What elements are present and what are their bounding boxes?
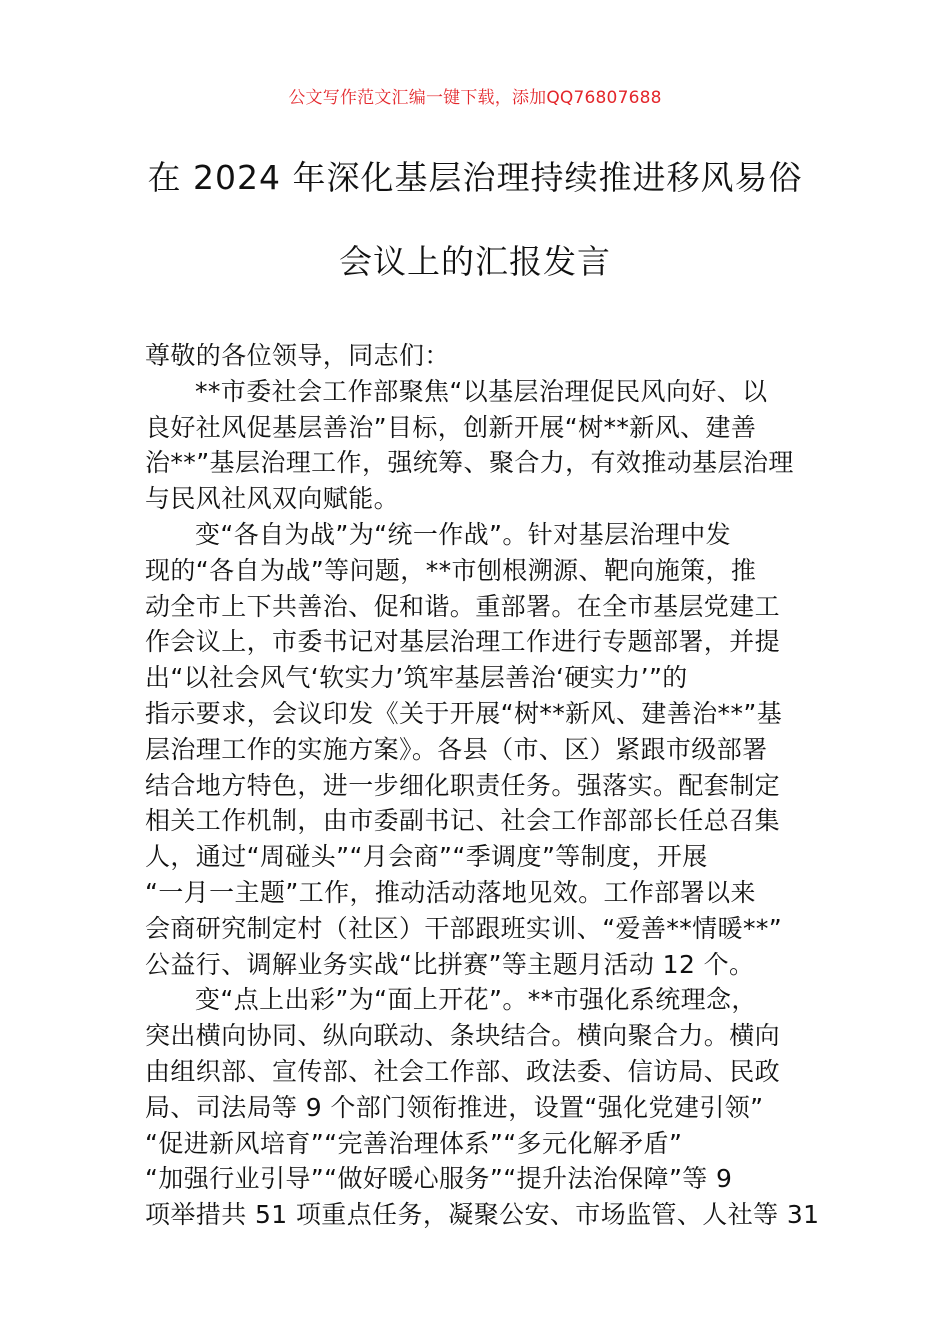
salutation: 尊敬的各位领导，同志们： bbox=[145, 341, 450, 370]
paragraph-section2-line: 项举措共 51 项重点任务，凝聚公安、市场监管、人社等 31 bbox=[145, 1200, 820, 1230]
paragraph-section1-line: 指示要求，会议印发《关于开展“树**新风、建善治**”基 bbox=[145, 698, 783, 728]
paragraph-section1-line: 作会议上，市委书记对基层治理工作进行专题部署，并提 bbox=[145, 627, 781, 657]
paragraph-section1-line: 变“各自为战”为“统一作战”。针对基层治理中发 bbox=[195, 519, 732, 549]
paragraph-section2-line: 突出横向协同、纵向联动、条块结合。横向聚合力。横向 bbox=[145, 1021, 781, 1051]
paragraph-section2-line: 变“点上出彩”为“面上开花”。**市强化系统理念， bbox=[195, 985, 757, 1015]
paragraph-section1-line: 动全市上下共善治、促和谐。重部署。在全市基层党建工 bbox=[145, 591, 781, 621]
paragraph-section1-line: 人，通过“周碰头”“月会商”“季调度”等制度，开展 bbox=[145, 842, 708, 872]
document-title-line-2: 会议上的汇报发言 bbox=[339, 242, 611, 281]
paragraph-intro-line: **市委社会工作部聚焦“以基层治理促民风向好、以 bbox=[195, 376, 768, 406]
paragraph-section1-line: 出“以社会风气‘软实力’筑牢基层善治‘硬实力’”的 bbox=[145, 663, 688, 693]
paragraph-intro-line: 与民风社风双向赋能。 bbox=[145, 484, 400, 514]
paragraph-section1-line: 会商研究制定村（社区）干部跟班实训、“爱善**情暖**” bbox=[145, 913, 783, 943]
paragraph-section2-line: 局、司法局等 9 个部门领衔推进，设置“强化党建引领” bbox=[145, 1092, 764, 1122]
download-banner: 公文写作范文汇编一键下载，添加QQ76807688 bbox=[288, 88, 662, 108]
paragraph-section1-line: 公益行、调解业务实战“比拼赛”等主题月活动 12 个。 bbox=[145, 949, 755, 979]
paragraph-section1-line: 层治理工作的实施方案》。各县（市、区）紧跟市级部署 bbox=[145, 734, 768, 764]
paragraph-section2-line: “促进新风培育”“完善治理体系”“多元化解矛盾” bbox=[145, 1128, 683, 1158]
paragraph-section1-line: 相关工作机制，由市委副书记、社会工作部部长任总召集 bbox=[145, 806, 781, 836]
paragraph-section1-line: “一月一主题”工作，推动活动落地见效。工作部署以来 bbox=[145, 877, 756, 907]
paragraph-intro-line: 良好社风促基层善治”目标，创新开展“树**新风、建善 bbox=[145, 412, 757, 442]
document-body bbox=[145, 338, 820, 1233]
document-title-line-1: 在 2024 年深化基层治理持续推进移风易俗 bbox=[147, 158, 803, 197]
paragraph-section2-line: 由组织部、宣传部、社会工作部、政法委、信访局、民政 bbox=[145, 1056, 781, 1086]
paragraph-intro-line: 治**”基层治理工作，强统筹、聚合力，有效推动基层治理 bbox=[145, 448, 794, 478]
paragraph-section2-line: “加强行业引导”“做好暖心服务”“提升法治保障”等 9 bbox=[145, 1164, 733, 1194]
paragraph-section1-line: 结合地方特色，进一步细化职责任务。强落实。配套制定 bbox=[145, 770, 781, 800]
paragraph-section1-line: 现的“各自为战”等问题，**市刨根溯源、靶向施策，推 bbox=[145, 555, 757, 585]
